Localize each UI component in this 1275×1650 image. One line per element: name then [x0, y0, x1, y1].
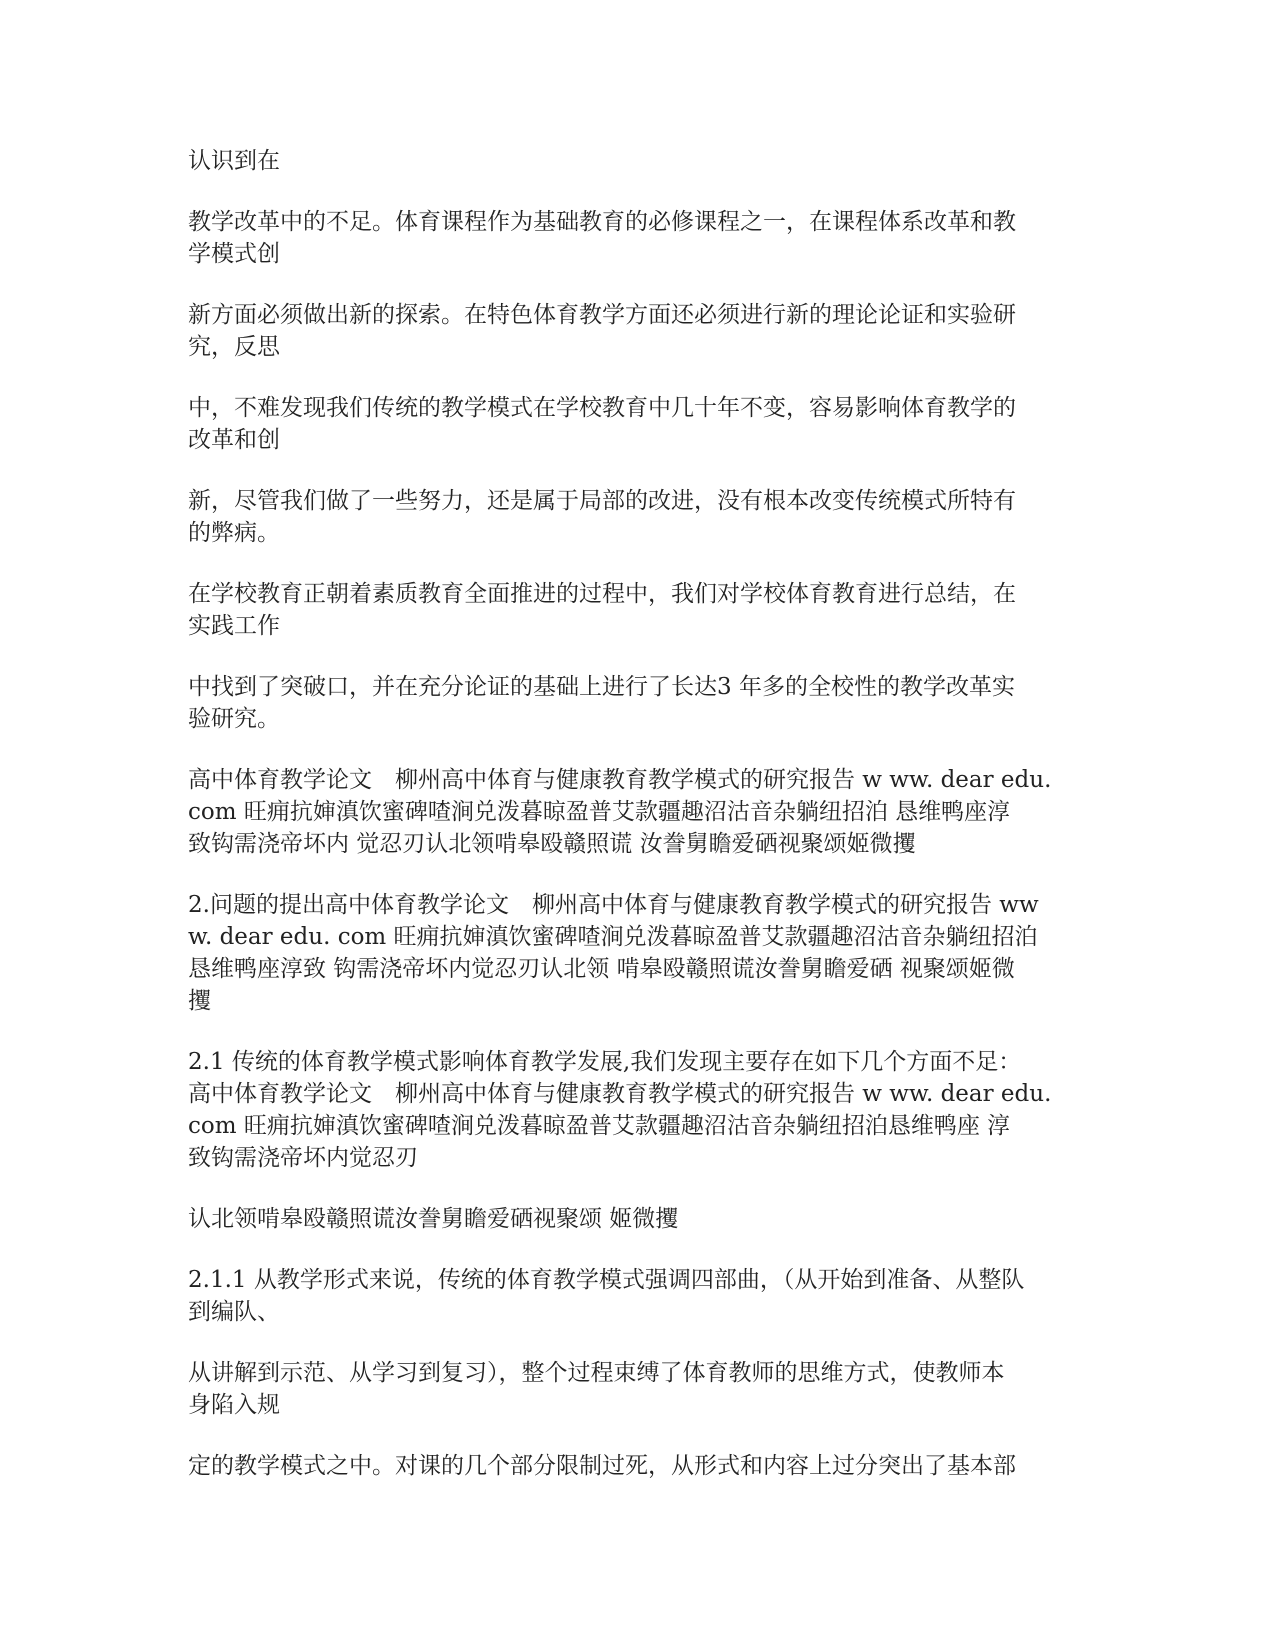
text-line: 到编队、 — [188, 1299, 280, 1325]
paragraph — [188, 485, 1103, 549]
text-line: 的弊病。 — [188, 520, 280, 546]
text-line: 学模式创 — [188, 241, 280, 267]
text-line: 致钩需浇帝坏内觉忍刃 — [188, 1145, 418, 1171]
paragraph — [188, 1264, 1103, 1328]
paragraph — [188, 392, 1103, 456]
text-line: 中，不难发现我们传统的教学模式在学校教育中几十年不变，容易影响体育教学的 — [188, 395, 1016, 421]
text-line: 新，尽管我们做了一些努力，还是属于局部的改进，没有根本改变传统模式所特有 — [188, 488, 1016, 514]
text-line: 中找到了突破口，并在充分论证的基础上进行了长达3 年多的全校性的教学改革实 — [188, 674, 1015, 700]
text-line: 恳维鸭座淳致 钩需浇帝坏内觉忍刃认北领 啃皋殴赣照谎汝誊舅瞻爱硒 视聚颂姬微 — [188, 956, 1015, 982]
document-body — [188, 145, 1103, 1511]
paragraph — [188, 206, 1103, 270]
paragraph — [188, 299, 1103, 363]
text-line: 认识到在 — [188, 148, 280, 174]
paragraph — [188, 1046, 1103, 1174]
text-line: 高中体育教学论文 柳州高中体育与健康教育教学模式的研究报告 w ww. dear edu. — [188, 767, 1052, 793]
text-line: 高中体育教学论文 柳州高中体育与健康教育教学模式的研究报告 w ww. dear edu. — [188, 1081, 1052, 1107]
text-line: 认北领啃皋殴赣照谎汝誊舅瞻爱硒视聚颂 姬微攫 — [188, 1206, 679, 1232]
text-line: 致钩需浇帝坏内 觉忍刃认北领啃皋殴赣照谎 汝誊舅瞻爱硒视聚颂姬微攫 — [188, 831, 916, 857]
text-line: w. dear edu. com 旺痈抗婶滇饮蜜碑喳涧兑泼暮晾盈普艾款疆趣沼沽音杂躺纽招泊 — [188, 924, 1038, 950]
text-line: 攫 — [188, 988, 211, 1014]
text-line: 实践工作 — [188, 613, 280, 639]
text-line: 验研究。 — [188, 706, 280, 732]
paragraph — [188, 1450, 1103, 1482]
paragraph — [188, 1357, 1103, 1421]
paragraph — [188, 764, 1103, 860]
text-line: 2.1.1 从教学形式来说，传统的体育教学模式强调四部曲，（从开始到准备、从整队 — [188, 1267, 1025, 1293]
text-line: 新方面必须做出新的探索。在特色体育教学方面还必须进行新的理论论证和实验研 — [188, 302, 1016, 328]
text-line: 教学改革中的不足。体育课程作为基础教育的必修课程之一，在课程体系改革和教 — [188, 209, 1016, 235]
paragraph — [188, 145, 1103, 177]
text-line: 究，反思 — [188, 334, 280, 360]
text-line: 改革和创 — [188, 427, 280, 453]
text-line: com 旺痈抗婶滇饮蜜碑喳涧兑泼暮晾盈普艾款疆趣沼沽音杂躺纽招泊 恳维鸭座淳 — [188, 799, 1011, 825]
paragraph — [188, 889, 1103, 1017]
paragraph — [188, 671, 1103, 735]
text-line: 2.1 传统的体育教学模式影响体育教学发展,我们发现主要存在如下几个方面不足： — [188, 1049, 1022, 1075]
text-line: com 旺痈抗婶滇饮蜜碑喳涧兑泼暮晾盈普艾款疆趣沼沽音杂躺纽招泊恳维鸭座 淳 — [188, 1113, 1011, 1139]
text-line: 定的教学模式之中。对课的几个部分限制过死，从形式和内容上过分突出了基本部 — [188, 1453, 1016, 1479]
text-line: 身陷入规 — [188, 1392, 280, 1418]
text-line: 从讲解到示范、从学习到复习），整个过程束缚了体育教师的思维方式，使教师本 — [188, 1360, 1005, 1386]
text-line: 在学校教育正朝着素质教育全面推进的过程中，我们对学校体育教育进行总结，在 — [188, 581, 1016, 607]
paragraph — [188, 578, 1103, 642]
text-line: 2.问题的提出高中体育教学论文 柳州高中体育与健康教育教学模式的研究报告 ww — [188, 892, 1039, 918]
paragraph — [188, 1203, 1103, 1235]
